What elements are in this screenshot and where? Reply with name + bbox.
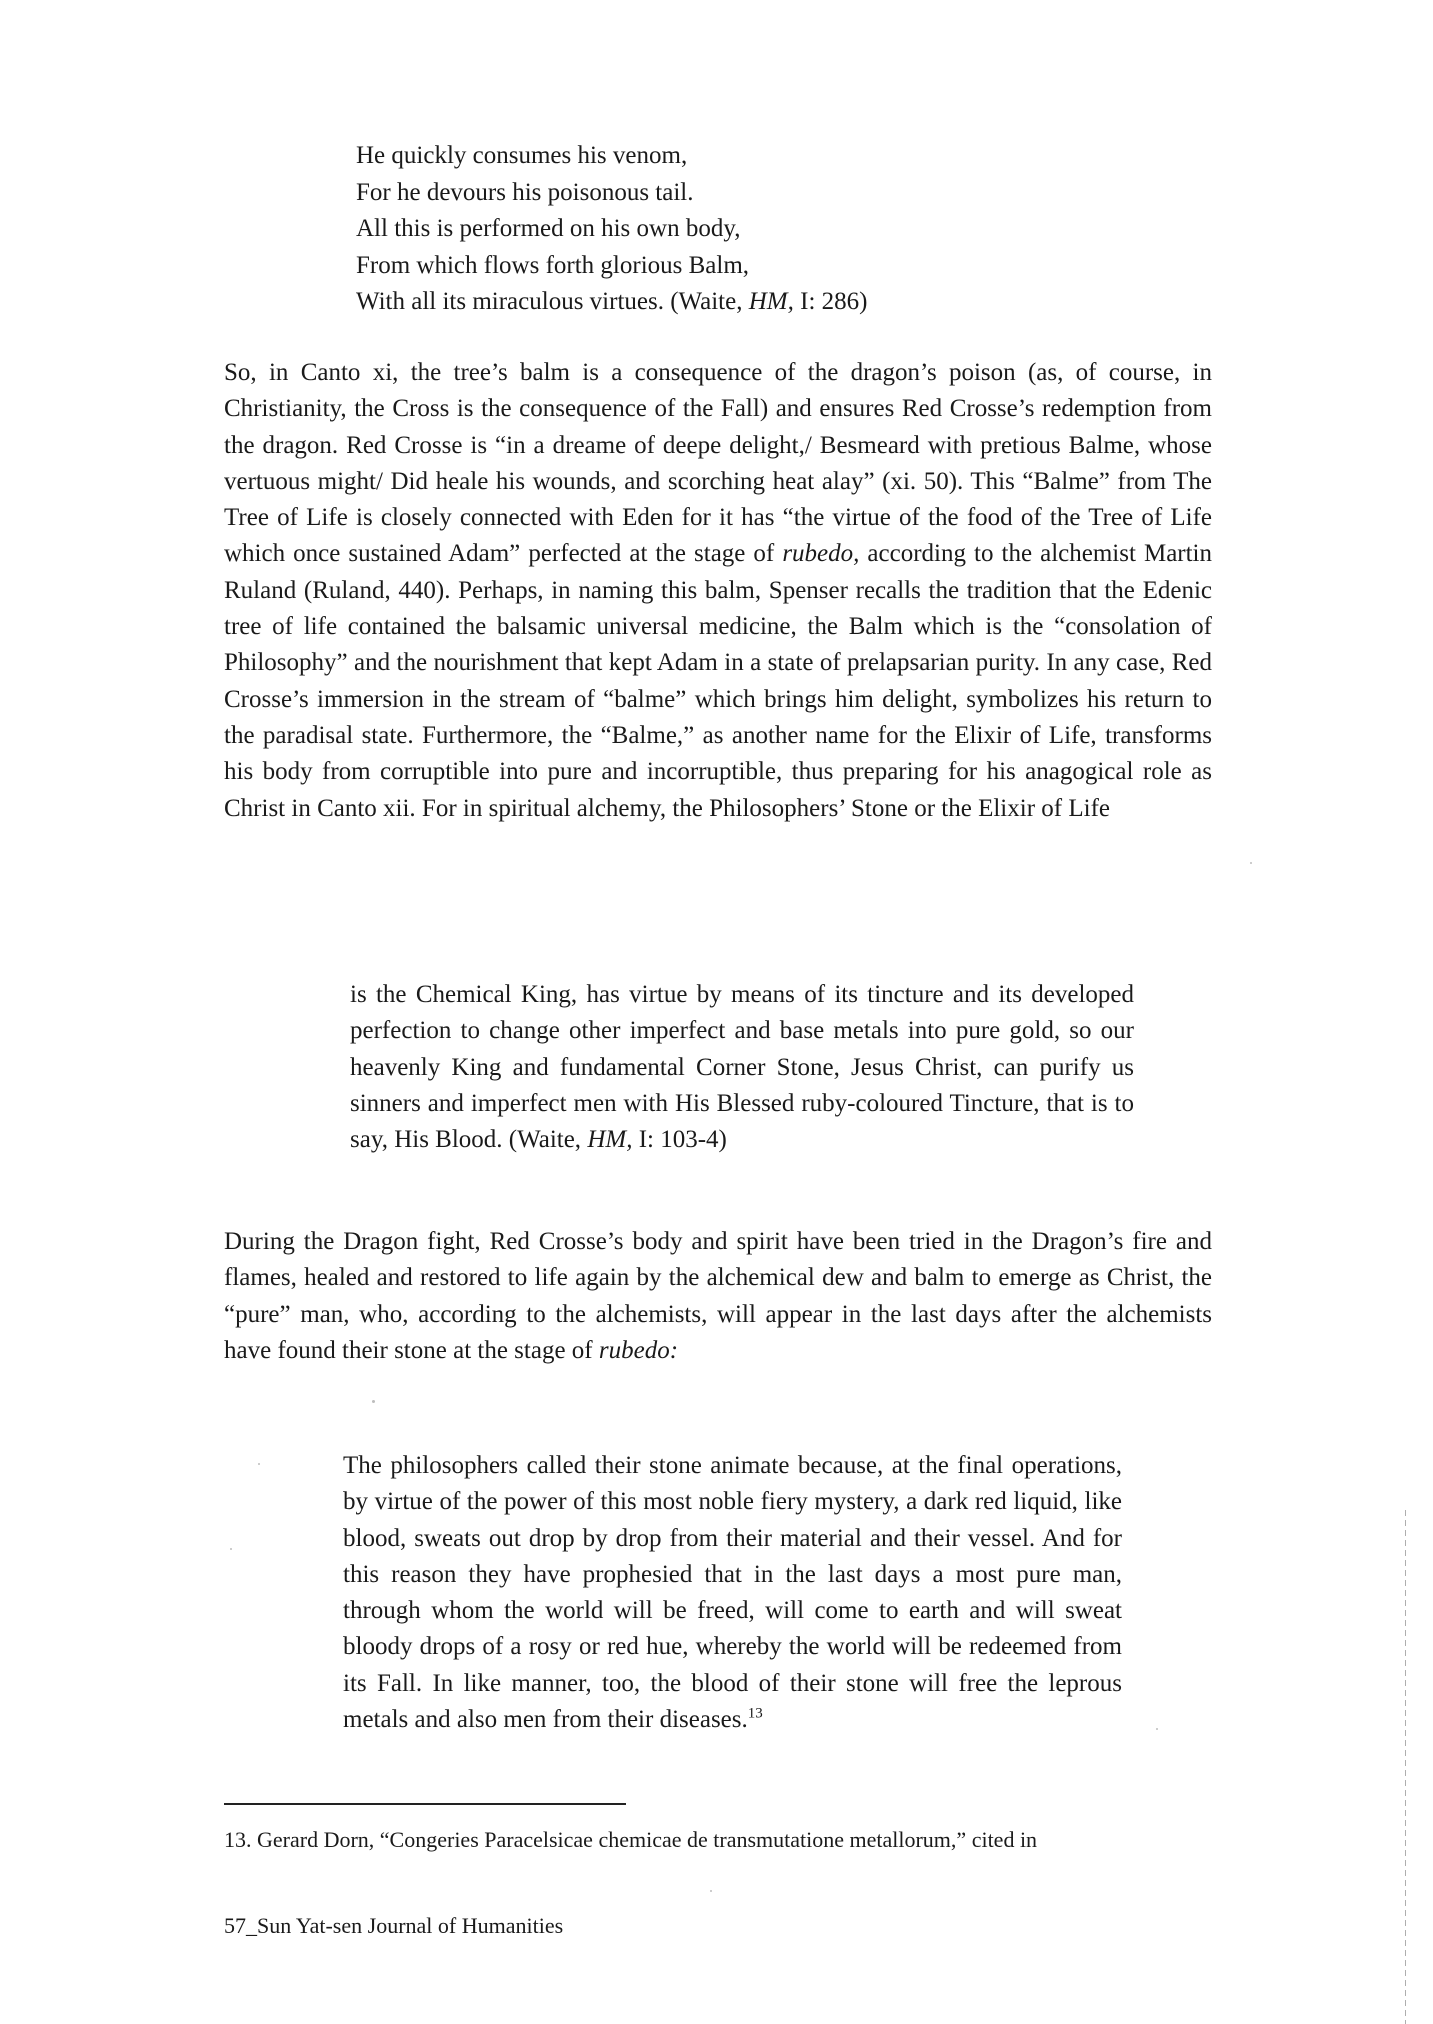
footnote-divider [224, 1803, 626, 1805]
verse-line: From which flows forth glorious Balm, [356, 251, 750, 279]
footnote: 13. Gerard Dorn, “Congeries Paracelsicae chemicae de transmutatione metallorum,” cited in [224, 1827, 1038, 1852]
verse-line: For he devours his poisonous tail. [356, 178, 694, 206]
scan-speck [1156, 1728, 1158, 1730]
block-quote: The philosophers called their stone animate because, at the final operations, by virtue of the power of this most noble fiery mystery, a dark red liquid, like blood, sweats out drop by drop from their material and their vessel. And for this reason they have prophesied that in the last days a most pure man, through whom the world will be freed, will come to earth and will sweat bloody drops of a rosy or red hue, whereby the world will be redeemed from its Fall. In like manner, too, the blood of their stone will free the leprous metals and also men from their diseases.$^{13}$ [343, 1452, 1122, 1734]
verse-line: He quickly consumes his venom, [356, 142, 688, 169]
page-footer: 57_Sun Yat-sen Journal of Humanities [224, 1913, 564, 1938]
block-quote: is the Chemical King, has virtue by means of its tincture and its developed perfection to change other imperfect and base metals into pure gold, so our heavenly King and fundamental Corner Stone, Jesus Christ, can purify us sinners and imperfect men with His Blessed ruby-coloured Tincture, that is to say, His Blood. (Waite, HM, I: 103-4) [350, 981, 1134, 1154]
scan-speck [258, 1463, 260, 1465]
footnote-marker: 13 [747, 1705, 763, 1722]
body-paragraph: So, in Canto xi, the tree’s balm is a consequence of the dragon’s poison (as, of course, in Christianity, the Cross is the consequence of the Fall) and ensures Red Crosse’s redemption from the dragon. Red Crosse is “in a dreame of deepe delight,/ Besmeard with pretious Balme, whose vertuous might/ Did heale his wounds, and scorching heat alay” (xi. 50). This “Balme” from The Tree of Life is closely connected with Eden for it has “the virtue of the food of the Tree of Life which once sustained Adam” perfected at the stage of rubedo, according to the alchemist Martin Ruland (Ruland, 440). Perhaps, in naming this balm, Spenser recalls the tradition that the Edenic tree of life contained the balsamic universal medicine, the Balm which is the “consolation of Philosophy” and the nourishment that kept Adam in a state of prelapsarian purity. In any case, Red Crosse’s immersion in the stream of “balme” which brings him delight, symbolizes his return to the paradisal state. Furthermore, the “Balme,” as another name for the Elixir of Life, transforms his body from corruptible into pure and incorruptible, thus preparing for his anagogical role as Christ in Canto xii. For in spiritual alchemy, the Philosophers’ Stone or the Elixir of Life [224, 359, 1213, 822]
body-paragraph: During the Dragon fight, Red Crosse’s body and spirit have been tried in the Dragon’s fire and flames, healed and restored to life again by the alchemical dew and balm to emerge as Christ, the “pure” man, who, according to the alchemists, will appear in the last days after the alchemists have found their stone at the stage of rubedo: [224, 1228, 1212, 1364]
verse-block [356, 138, 867, 321]
verse-line-with-citation: With all its miraculous virtues. (Waite, HM, I: 286) [356, 288, 868, 315]
scan-edge [1405, 1510, 1406, 2024]
scan-speck [372, 1400, 375, 1403]
scan-speck [1250, 862, 1252, 864]
scan-speck [230, 1548, 232, 1550]
scan-speck [710, 1890, 712, 1892]
verse-line: All this is performed on his own body, [356, 215, 741, 242]
